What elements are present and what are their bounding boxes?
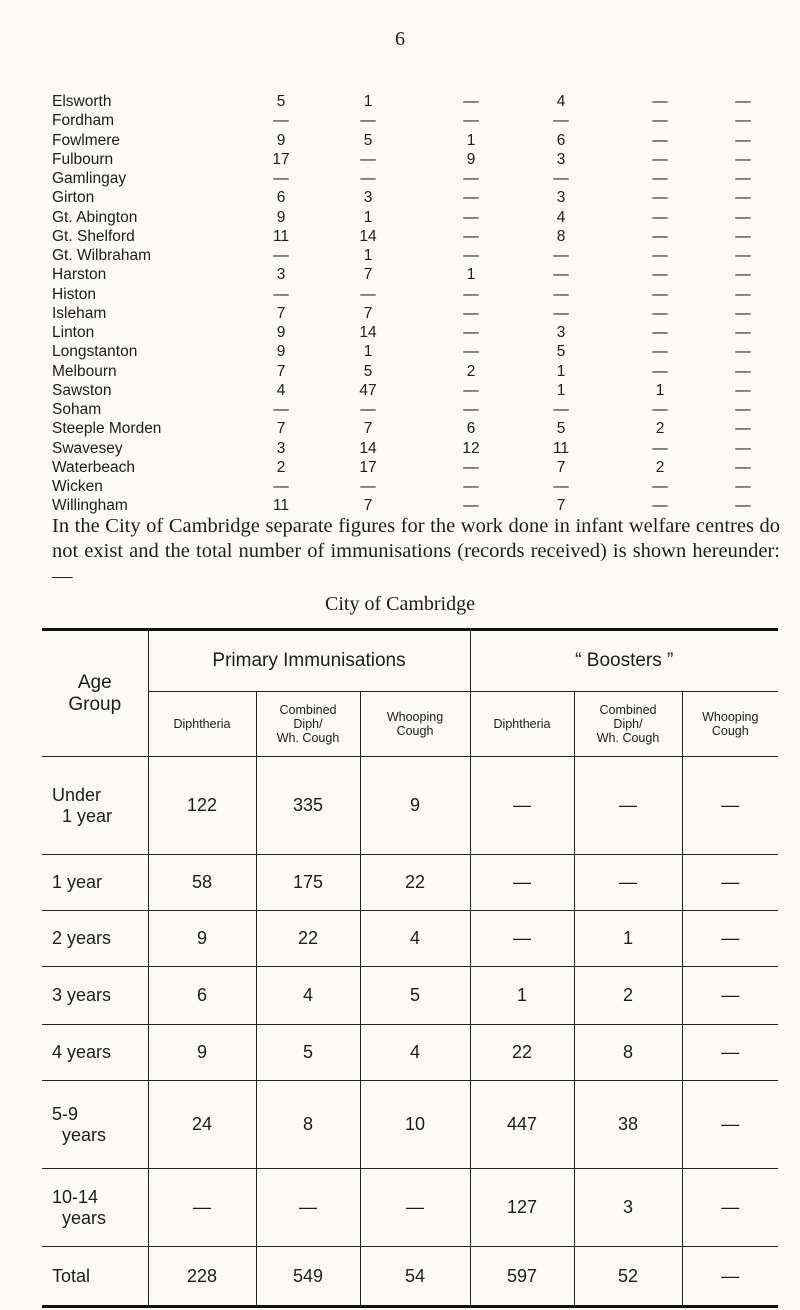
district-value: — xyxy=(360,112,376,130)
count-cell: 4 xyxy=(360,911,470,967)
district-name: Melbourn xyxy=(52,362,117,380)
district-row xyxy=(52,496,772,515)
district-value: — xyxy=(735,266,751,284)
district-value: — xyxy=(553,266,569,284)
district-value: 2 xyxy=(466,362,476,380)
district-value: 9 xyxy=(276,131,286,149)
district-value: — xyxy=(735,304,751,322)
count-cell: 52 xyxy=(574,1247,682,1307)
combined-line1: Combined xyxy=(279,703,337,717)
district-name: Histon xyxy=(52,285,96,303)
district-row xyxy=(52,419,772,438)
district-value: 8 xyxy=(556,227,566,245)
count-cell: 22 xyxy=(360,855,470,911)
district-name: Steeple Morden xyxy=(52,420,162,438)
district-value: — xyxy=(360,150,376,168)
district-row xyxy=(52,265,772,284)
district-value: — xyxy=(553,170,569,188)
district-value: 9 xyxy=(276,343,286,361)
combined-line2: Diph/ xyxy=(293,717,323,731)
district-value: — xyxy=(652,343,668,361)
district-value: — xyxy=(735,381,751,399)
col-booster-whooping xyxy=(682,692,778,757)
whooping-line2: Cough xyxy=(711,724,749,738)
count-cell: 1 xyxy=(574,911,682,967)
whooping-line1: Whooping xyxy=(702,710,759,724)
district-value: — xyxy=(652,93,668,111)
district-value: — xyxy=(652,401,668,419)
age-group-row xyxy=(42,1081,778,1169)
count-cell: — xyxy=(682,757,778,855)
district-value: 7 xyxy=(276,420,286,438)
count-cell: — xyxy=(682,967,778,1025)
district-value: — xyxy=(273,112,289,130)
district-value: — xyxy=(463,170,479,188)
count-cell: — xyxy=(682,911,778,967)
count-cell: — xyxy=(682,1025,778,1081)
district-name: Gt. Wilbraham xyxy=(52,247,152,265)
district-value: 5 xyxy=(556,343,566,361)
age-label-line1: 10-14 xyxy=(52,1186,99,1207)
district-value: 7 xyxy=(556,458,566,476)
age-group-row xyxy=(42,1247,778,1307)
count-cell: 335 xyxy=(256,757,360,855)
district-value: 2 xyxy=(655,458,665,476)
count-cell: 10 xyxy=(360,1081,470,1169)
district-value: — xyxy=(360,478,376,496)
district-value: — xyxy=(463,458,479,476)
count-cell: — xyxy=(470,757,574,855)
count-cell: 4 xyxy=(360,1025,470,1081)
district-value: 4 xyxy=(276,381,286,399)
count-cell: — xyxy=(148,1169,256,1247)
page-number: 6 xyxy=(395,28,405,50)
district-row xyxy=(52,208,772,227)
district-value: — xyxy=(553,401,569,419)
district-value: — xyxy=(273,285,289,303)
district-value: 5 xyxy=(276,93,286,111)
district-value: — xyxy=(652,227,668,245)
age-label-line1: 4 years xyxy=(52,1042,112,1062)
count-cell: 3 xyxy=(574,1169,682,1247)
district-value: — xyxy=(735,189,751,207)
district-value: — xyxy=(553,478,569,496)
district-value: — xyxy=(463,304,479,322)
district-value: 7 xyxy=(363,497,373,515)
district-value: — xyxy=(735,343,751,361)
whooping-line2: Cough xyxy=(396,724,434,738)
district-value: 3 xyxy=(276,266,286,284)
district-row xyxy=(52,285,772,304)
district-row xyxy=(52,342,772,361)
combined-line3: Wh. Cough xyxy=(596,731,660,745)
district-value: — xyxy=(735,227,751,245)
age-group-row xyxy=(42,757,778,855)
count-cell: — xyxy=(682,1169,778,1247)
count-cell: 4 xyxy=(256,967,360,1025)
count-cell: 2 xyxy=(574,967,682,1025)
age-label-line1: Under xyxy=(52,784,102,805)
primary-immunisations-header: Primary Immunisations xyxy=(148,630,470,692)
district-immunisation-table xyxy=(52,92,772,516)
district-value: 1 xyxy=(363,247,373,265)
district-value: 4 xyxy=(556,93,566,111)
district-value: 3 xyxy=(363,189,373,207)
district-value: — xyxy=(652,304,668,322)
whooping-line1: Whooping xyxy=(386,710,444,724)
count-cell: 5 xyxy=(256,1025,360,1081)
district-row xyxy=(52,477,772,496)
district-value: 7 xyxy=(363,304,373,322)
district-name: Gt. Abington xyxy=(52,208,138,226)
age-label-line2: years xyxy=(62,1207,107,1228)
district-value: — xyxy=(360,170,376,188)
age-group-label xyxy=(42,1169,148,1247)
district-value: — xyxy=(652,478,668,496)
district-value: — xyxy=(652,285,668,303)
district-value: 12 xyxy=(462,439,480,457)
age-header-line1: Age xyxy=(77,671,112,693)
district-value: — xyxy=(652,150,668,168)
district-value: — xyxy=(735,170,751,188)
district-row xyxy=(52,458,772,477)
age-group-row xyxy=(42,855,778,911)
district-value: — xyxy=(735,93,751,111)
district-value: — xyxy=(360,285,376,303)
district-value: — xyxy=(463,478,479,496)
district-row xyxy=(52,111,772,130)
district-value: 3 xyxy=(556,189,566,207)
district-name: Soham xyxy=(52,401,102,419)
age-label-line1: 1 year xyxy=(52,872,103,892)
district-value: — xyxy=(652,170,668,188)
age-group-row xyxy=(42,911,778,967)
district-row xyxy=(52,131,772,150)
count-cell: 58 xyxy=(148,855,256,911)
district-value: — xyxy=(553,304,569,322)
age-group-label xyxy=(42,757,148,855)
count-cell: — xyxy=(470,911,574,967)
count-cell: 6 xyxy=(148,967,256,1025)
district-row xyxy=(52,381,772,400)
count-cell: 8 xyxy=(574,1025,682,1081)
district-value: 9 xyxy=(276,208,286,226)
district-value: 1 xyxy=(556,381,566,399)
table-subtitle: City of Cambridge xyxy=(325,593,475,615)
district-value: — xyxy=(463,93,479,111)
district-row xyxy=(52,304,772,323)
age-group-label xyxy=(42,1247,148,1307)
combined-line2: Diph/ xyxy=(613,717,643,731)
district-value: — xyxy=(652,362,668,380)
district-name: Willingham xyxy=(52,497,128,515)
count-cell: — xyxy=(574,757,682,855)
cambridge-immunisation-table xyxy=(42,628,778,1308)
combined-line1: Combined xyxy=(599,703,657,717)
district-value: 7 xyxy=(363,420,373,438)
age-label-line2: years xyxy=(62,1124,107,1145)
district-value: 1 xyxy=(556,362,566,380)
district-name: Fordham xyxy=(52,112,115,130)
count-cell: 597 xyxy=(470,1247,574,1307)
district-value: 5 xyxy=(363,362,373,380)
age-group-label xyxy=(42,911,148,967)
district-value: 7 xyxy=(276,304,286,322)
district-value: — xyxy=(553,247,569,265)
district-value: — xyxy=(652,439,668,457)
district-value: 47 xyxy=(359,381,377,399)
district-value: 9 xyxy=(466,150,476,168)
district-value: — xyxy=(735,247,751,265)
district-value: — xyxy=(463,343,479,361)
count-cell: 24 xyxy=(148,1081,256,1169)
count-cell: — xyxy=(682,855,778,911)
age-group-label xyxy=(42,855,148,911)
district-value: 14 xyxy=(359,324,377,342)
district-value: 1 xyxy=(363,343,373,361)
district-value: 1 xyxy=(363,93,373,111)
district-value: — xyxy=(735,401,751,419)
age-group-row xyxy=(42,967,778,1025)
district-value: — xyxy=(360,401,376,419)
district-row xyxy=(52,439,772,458)
district-value: 3 xyxy=(276,439,286,457)
district-value: 4 xyxy=(556,208,566,226)
age-label-line1: 2 years xyxy=(52,928,112,948)
district-value: — xyxy=(463,497,479,515)
count-cell: 5 xyxy=(360,967,470,1025)
boosters-header: “ Boosters ” xyxy=(470,630,778,692)
district-value: 11 xyxy=(552,439,570,457)
district-value: — xyxy=(652,266,668,284)
district-value: 3 xyxy=(556,324,566,342)
count-cell: — xyxy=(360,1169,470,1247)
district-value: — xyxy=(273,170,289,188)
district-value: 1 xyxy=(466,266,476,284)
age-group-label xyxy=(42,967,148,1025)
district-value: — xyxy=(553,112,569,130)
district-name: Harston xyxy=(52,266,107,284)
count-cell: 8 xyxy=(256,1081,360,1169)
district-name: Elsworth xyxy=(52,93,112,111)
district-name: Linton xyxy=(52,324,95,342)
age-label-line2: 1 year xyxy=(62,805,113,826)
district-value: — xyxy=(273,401,289,419)
age-group-label xyxy=(42,1081,148,1169)
district-value: 2 xyxy=(655,420,665,438)
district-value: 7 xyxy=(363,266,373,284)
age-label-line1: 5-9 xyxy=(52,1103,79,1124)
district-value: 7 xyxy=(556,497,566,515)
age-label-line1: Total xyxy=(52,1265,91,1286)
count-cell: 447 xyxy=(470,1081,574,1169)
district-value: 1 xyxy=(466,131,476,149)
district-value: 11 xyxy=(272,497,290,515)
district-value: 5 xyxy=(363,131,373,149)
count-cell: — xyxy=(470,855,574,911)
intro-paragraph: In the City of Cambridge separate figures for the work done in infant welfare centres do not exist and the total number of immunisations (records received) is shown hereunder:— xyxy=(52,515,780,587)
district-value: — xyxy=(463,324,479,342)
district-value: — xyxy=(463,208,479,226)
count-cell: — xyxy=(574,855,682,911)
district-value: 17 xyxy=(272,150,290,168)
district-value: 9 xyxy=(276,324,286,342)
district-value: — xyxy=(463,189,479,207)
district-value: — xyxy=(735,420,751,438)
district-row xyxy=(52,150,772,169)
district-value: — xyxy=(735,150,751,168)
district-value: 5 xyxy=(556,420,566,438)
col-booster-combined xyxy=(574,692,682,757)
count-cell: — xyxy=(256,1169,360,1247)
district-value: — xyxy=(553,285,569,303)
district-value: — xyxy=(735,478,751,496)
count-cell: 22 xyxy=(470,1025,574,1081)
district-name: Waterbeach xyxy=(52,458,135,476)
district-name: Gt. Shelford xyxy=(52,227,135,245)
district-value: — xyxy=(735,362,751,380)
district-value: — xyxy=(735,439,751,457)
col-primary-combined xyxy=(256,692,360,757)
count-cell: 127 xyxy=(470,1169,574,1247)
district-value: — xyxy=(463,381,479,399)
district-value: — xyxy=(652,247,668,265)
district-value: — xyxy=(735,131,751,149)
count-cell: 228 xyxy=(148,1247,256,1307)
col-booster-diphtheria: Diphtheria xyxy=(470,692,574,757)
district-value: — xyxy=(463,285,479,303)
district-value: — xyxy=(735,458,751,476)
district-value: — xyxy=(273,247,289,265)
district-value: 1 xyxy=(655,381,665,399)
age-group-label xyxy=(42,1025,148,1081)
district-value: 1 xyxy=(363,208,373,226)
age-group-row xyxy=(42,1169,778,1247)
district-row xyxy=(52,188,772,207)
district-row xyxy=(52,400,772,419)
district-value: — xyxy=(735,112,751,130)
district-value: 6 xyxy=(466,420,476,438)
district-row xyxy=(52,169,772,188)
district-value: 7 xyxy=(276,362,286,380)
district-name: Swavesey xyxy=(52,439,123,457)
count-cell: 175 xyxy=(256,855,360,911)
age-label-line1: 3 years xyxy=(52,985,112,1005)
district-row xyxy=(52,227,772,246)
count-cell: 54 xyxy=(360,1247,470,1307)
age-group-row xyxy=(42,1025,778,1081)
district-value: — xyxy=(273,478,289,496)
count-cell: 38 xyxy=(574,1081,682,1169)
district-value: — xyxy=(463,247,479,265)
district-name: Gamlingay xyxy=(52,170,127,188)
district-value: — xyxy=(652,112,668,130)
col-primary-diphtheria: Diphtheria xyxy=(148,692,256,757)
district-value: 6 xyxy=(276,189,286,207)
district-value: 2 xyxy=(276,458,286,476)
district-value: — xyxy=(735,208,751,226)
district-row xyxy=(52,362,772,381)
district-value: — xyxy=(463,227,479,245)
count-cell: — xyxy=(682,1247,778,1307)
count-cell: — xyxy=(682,1081,778,1169)
district-value: 11 xyxy=(272,227,290,245)
district-name: Girton xyxy=(52,189,95,207)
count-cell: 22 xyxy=(256,911,360,967)
combined-line3: Wh. Cough xyxy=(276,731,340,745)
district-row xyxy=(52,323,772,342)
district-value: 6 xyxy=(556,131,566,149)
district-value: — xyxy=(735,497,751,515)
district-value: — xyxy=(652,208,668,226)
district-value: 17 xyxy=(359,458,377,476)
district-name: Fowlmere xyxy=(52,131,121,149)
count-cell: 9 xyxy=(360,757,470,855)
district-value: — xyxy=(463,401,479,419)
count-cell: 122 xyxy=(148,757,256,855)
district-row xyxy=(52,246,772,265)
district-value: — xyxy=(735,324,751,342)
district-name: Longstanton xyxy=(52,343,138,361)
count-cell: 9 xyxy=(148,911,256,967)
district-value: — xyxy=(652,189,668,207)
district-value: 14 xyxy=(359,227,377,245)
col-primary-whooping xyxy=(360,692,470,757)
district-value: 14 xyxy=(359,439,377,457)
district-row xyxy=(52,92,772,111)
district-name: Isleham xyxy=(52,304,107,322)
district-value: — xyxy=(735,285,751,303)
district-value: — xyxy=(652,497,668,515)
district-value: — xyxy=(463,112,479,130)
count-cell: 1 xyxy=(470,967,574,1025)
district-value: 3 xyxy=(556,150,566,168)
district-value: — xyxy=(652,324,668,342)
age-header-line2: Group xyxy=(68,693,122,715)
district-value: — xyxy=(652,131,668,149)
district-name: Fulbourn xyxy=(52,150,114,168)
count-cell: 549 xyxy=(256,1247,360,1307)
district-name: Wicken xyxy=(52,478,103,496)
district-name: Sawston xyxy=(52,381,112,399)
age-group-header xyxy=(42,630,148,757)
count-cell: 9 xyxy=(148,1025,256,1081)
